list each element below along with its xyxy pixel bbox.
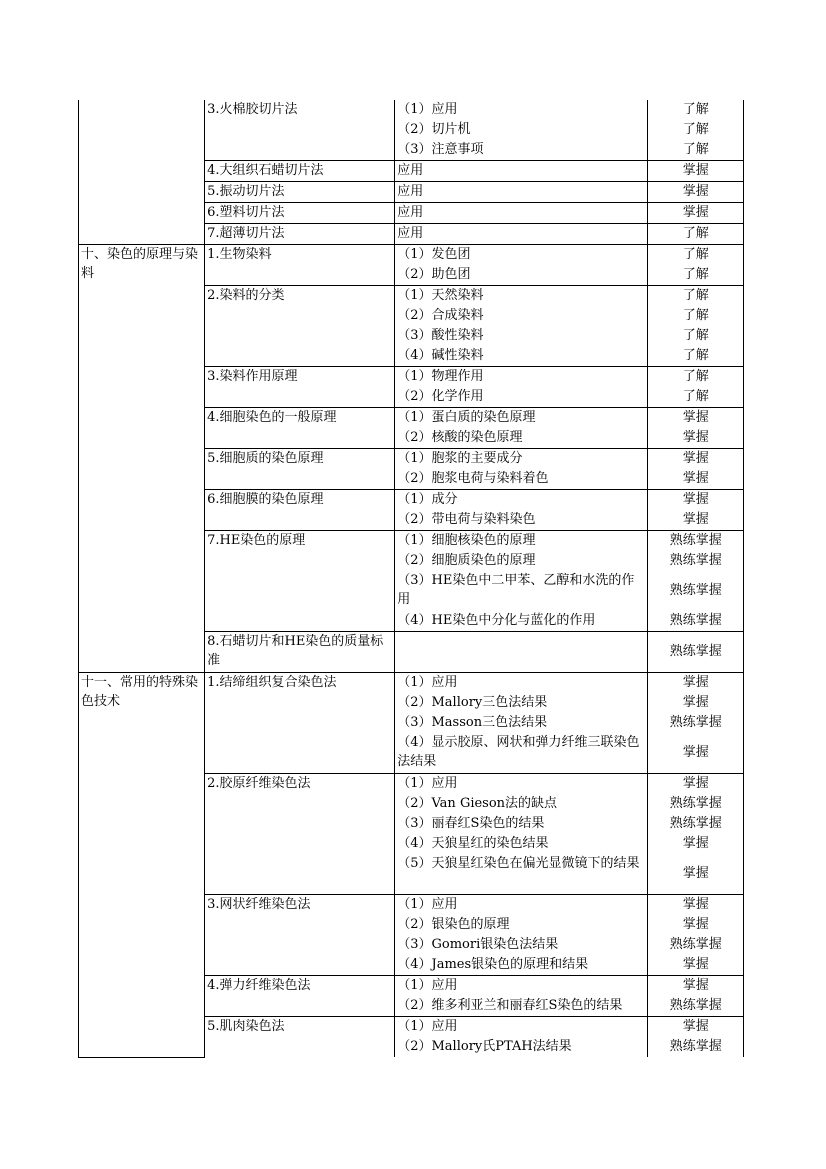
mastery-level: 掌握 [682,512,709,527]
topic-cell: 8.石蜡切片和HE染色的质量标准 [205,632,395,673]
mastery-level: 掌握 [682,866,709,881]
content-cell [395,245,648,286]
mastery-level: 掌握 [682,410,709,425]
content-cell [395,895,648,976]
topic-cell: 6.细胞膜的染色原理 [205,490,395,531]
topic-cell: 3.火棉胶切片法 [205,100,395,161]
content-item: （2）化学作用 [397,389,484,404]
mastery-level: 熟练掌握 [669,583,722,598]
content-cell [395,182,648,203]
mastery-level: 掌握 [682,163,709,178]
table-row [79,100,744,161]
content-item: （2）Mallory三色法结果 [397,695,548,710]
level-cell [648,245,744,286]
content-item: （4）显示胶原、网状和弹力纤维三联染色法结果 [397,735,640,769]
content-cell [395,203,648,224]
topic-cell: 7.HE染色的原理 [205,531,395,632]
level-cell [648,408,744,449]
mastery-level: 掌握 [682,492,709,507]
module-cell: 十、染色的原理与染料 [79,245,205,673]
mastery-level: 熟练掌握 [669,937,722,952]
content-item: （2）合成染料 [397,308,484,323]
syllabus-table-body [79,100,744,1057]
level-cell [648,490,744,531]
mastery-level: 了解 [682,389,709,404]
content-cell [395,774,648,895]
level-cell [648,203,744,224]
mastery-level: 掌握 [682,897,709,912]
topic-cell: 5.振动切片法 [205,182,395,203]
topic-cell: 5.细胞质的染色原理 [205,449,395,490]
topic-cell: 2.胶原纤维染色法 [205,774,395,895]
mastery-level: 熟练掌握 [669,644,722,659]
level-cell [648,531,744,632]
level-cell [648,673,744,774]
level-cell [648,100,744,161]
mastery-level: 熟练掌握 [669,796,722,811]
topic-cell: 1.结缔组织复合染色法 [205,673,395,774]
level-cell [648,286,744,367]
mastery-level: 熟练掌握 [669,998,722,1013]
content-cell [395,224,648,245]
content-item: （4）James银染色的原理和结果 [397,957,589,972]
level-cell [648,161,744,182]
mastery-level: 了解 [682,142,709,157]
content-item: （1）细胞核染色的原理 [397,533,536,548]
mastery-level: 熟练掌握 [669,816,722,831]
level-cell [648,774,744,895]
content-item: （3）丽春红S染色的结果 [397,816,545,831]
content-item [397,632,645,672]
content-item: （1）胞浆的主要成分 [397,451,523,466]
content-cell [395,673,648,774]
mastery-level: 熟练掌握 [669,613,722,628]
content-item: （1）应用 [397,102,458,117]
mastery-level: 掌握 [682,836,709,851]
mastery-level: 掌握 [682,451,709,466]
topic-cell: 4.弹力纤维染色法 [205,976,395,1017]
mastery-level: 掌握 [682,205,709,220]
content-cell [395,449,648,490]
mastery-level: 熟练掌握 [669,553,722,568]
content-item: （2）带电荷与染料染色 [397,512,536,527]
content-cell [395,367,648,408]
table-row [79,673,744,774]
mastery-level: 掌握 [682,471,709,486]
mastery-level: 掌握 [682,430,709,445]
mastery-level: 了解 [682,308,709,323]
content-item: （3）HE染色中二甲苯、乙醇和水洗的作用 [397,573,635,607]
content-item: （1）蛋白质的染色原理 [397,410,536,425]
content-cell [395,976,648,1017]
content-item: 应用 [397,226,424,241]
content-cell [395,1017,648,1058]
level-cell [648,449,744,490]
level-cell [648,367,744,408]
mastery-level: 掌握 [682,184,709,199]
mastery-level: 熟练掌握 [669,715,722,730]
content-cell [395,100,648,161]
content-cell [395,286,648,367]
content-item: （1）物理作用 [397,369,484,384]
mastery-level: 掌握 [682,917,709,932]
mastery-level: 了解 [682,122,709,137]
content-cell [395,161,648,182]
module-cell: 十一、常用的特殊染色技术 [79,673,205,1058]
content-item: （3）注意事项 [397,142,484,157]
level-cell [648,976,744,1017]
content-item: （1）发色团 [397,247,471,262]
mastery-level: 了解 [682,328,709,343]
content-item: 应用 [397,163,424,178]
content-item: （1）应用 [397,978,458,993]
content-item: （2）Mallory氏PTAH法结果 [397,1039,572,1054]
mastery-level: 了解 [682,102,709,117]
mastery-level: 熟练掌握 [669,1039,722,1054]
content-item: （2）Van Gieson法的缺点 [397,796,558,811]
content-cell [395,531,648,632]
content-item: （4）HE染色中分化与蓝化的作用 [397,613,596,628]
level-cell [648,1017,744,1058]
level-cell [648,632,744,673]
mastery-level: 掌握 [682,745,709,760]
content-item: （2）核酸的染色原理 [397,430,523,445]
module-cell [79,100,205,245]
topic-cell: 4.大组织石蜡切片法 [205,161,395,182]
content-item: （3）酸性染料 [397,328,484,343]
mastery-level: 了解 [682,247,709,262]
level-cell [648,182,744,203]
level-cell [648,895,744,976]
topic-cell: 4.细胞染色的一般原理 [205,408,395,449]
mastery-level: 了解 [682,348,709,363]
content-item: （2）细胞质染色的原理 [397,553,536,568]
mastery-level: 了解 [682,369,709,384]
content-item: （5）天狼星红染色在偏光显微镜下的结果 [397,856,640,871]
content-item: （2）切片机 [397,122,471,137]
topic-cell: 2.染料的分类 [205,286,395,367]
mastery-level: 熟练掌握 [669,533,722,548]
content-cell [395,490,648,531]
mastery-level: 掌握 [682,776,709,791]
content-cell [395,632,648,673]
mastery-level: 掌握 [682,695,709,710]
mastery-level: 了解 [682,267,709,282]
content-item: （2）助色团 [397,267,471,282]
table-row [79,245,744,286]
level-cell [648,224,744,245]
mastery-level: 掌握 [682,675,709,690]
topic-cell: 7.超薄切片法 [205,224,395,245]
topic-cell: 6.塑料切片法 [205,203,395,224]
topic-cell: 1.生物染料 [205,245,395,286]
content-item: （3）Masson三色法结果 [397,715,548,730]
content-item: （2）维多利亚兰和丽春红S染色的结果 [397,998,623,1013]
content-item: 应用 [397,205,424,220]
mastery-level: 掌握 [682,978,709,993]
mastery-level: 了解 [682,288,709,303]
content-item: 应用 [397,184,424,199]
content-item: （1）应用 [397,675,458,690]
content-item: （1）应用 [397,776,458,791]
syllabus-table [78,100,744,1058]
content-item: （1）应用 [397,1019,458,1034]
content-item: （1）天然染料 [397,288,484,303]
content-item: （2）银染色的原理 [397,917,510,932]
mastery-level: 掌握 [682,1019,709,1034]
mastery-level: 了解 [682,226,709,241]
content-cell [395,408,648,449]
mastery-level: 掌握 [682,957,709,972]
content-item: （4）天狼星红的染色结果 [397,836,549,851]
content-item: （2）胞浆电荷与染料着色 [397,471,549,486]
topic-cell: 3.网状纤维染色法 [205,895,395,976]
content-item: （1）应用 [397,897,458,912]
content-item: （3）Gomori银染色法结果 [397,937,559,952]
content-item: （4）碱性染料 [397,348,484,363]
content-item: （1）成分 [397,492,458,507]
topic-cell: 5.肌肉染色法 [205,1017,395,1058]
topic-cell: 3.染料作用原理 [205,367,395,408]
